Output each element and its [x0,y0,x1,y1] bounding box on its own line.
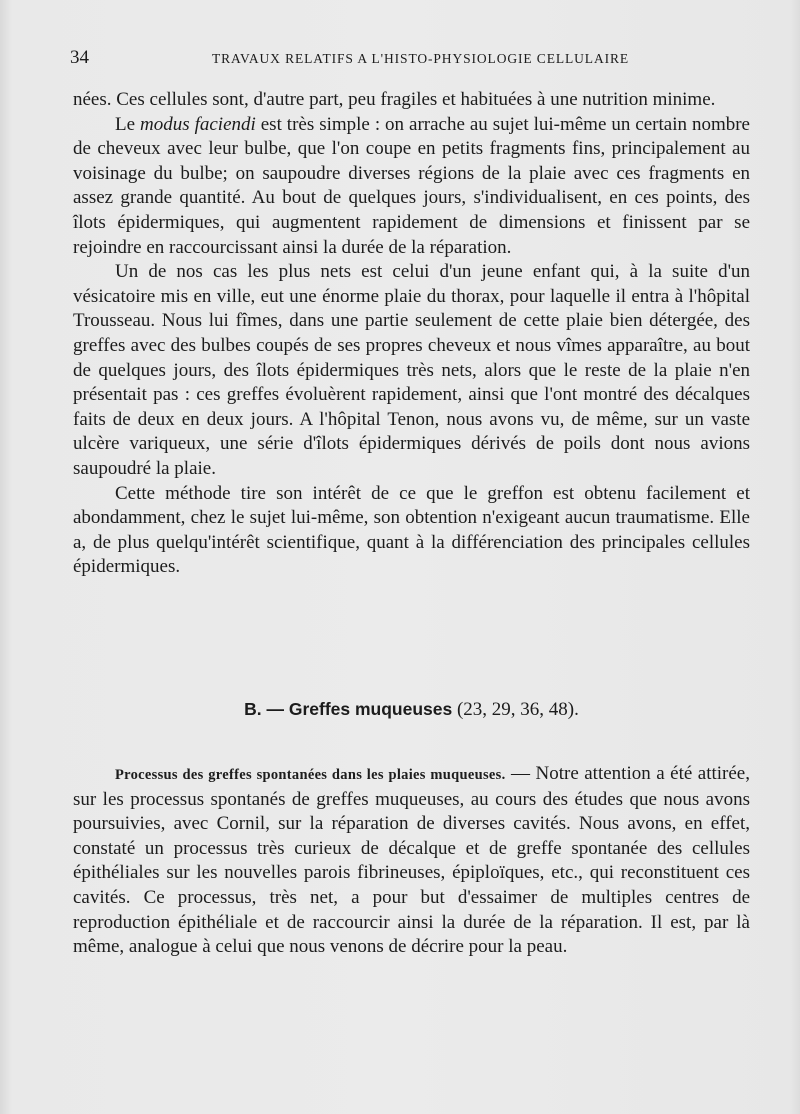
paragraph-body: — Notre attention a été attirée, sur les processus spontanés de greffes muqueuses, au cours des études que nous avons poursuivies, avec Cornil, sur la réparation de diverses cavités. Nous avons, en effet, constaté un processus très curieux de décalque et de greffe spontanée des cellules épithéliales sur les nouvelles parois fibrineuses, épiploïques, etc., qui reconstituent ces cavités. Ce processus, très net, a pour but d'essaimer de multiples centres de reproduction épithéliale et de raccourcir ainsi la durée de la réparation. Il est, par là même, analogue à celui que nous venons de décrire pour la peau. [73,763,750,958]
paragraph-modus-faciendi [73,113,750,261]
section-heading [73,699,750,721]
paragraph-body: est très simple : on arrache au sujet lui-même un certain nombre de cheveux avec leur bulbe, que l'on coupe en petits fragments fins, principalement au voisinage du bulbe; on saupoudre diverses régions de la plaie avec ces fragments en assez grande quantité. Au bout de quelques jours, s'individualisent, en ces points, des îlots épidermiques, qui augmentent rapidement de dimensions et finissent par se rejoindre en raccourcissant ainsi la durée de la réparation. [73,113,750,258]
section-heading-label: B. — Greffes muqueuses [244,699,453,719]
paragraph-case-report: Un de nos cas les plus nets est celui d'un jeune enfant qui, à la suite d'un vésicatoire mis en ville, eut une énorme plaie du thorax, pour laquelle il entra à l'hôpital Trousseau. Nous lui fîmes, dans une partie seulement de cette plaie bien détergée, des greffes avec des bulbes coupés de ses propres cheveux et nous vîmes apparaître, au bout de quelques jours, des îlots épidermiques très nets, alors que le reste de la plaie n'en présentait pas : ces greffes évoluèrent rapidement, ainsi que l'ont montré des décalques faits de deux en deux jours. A l'hôpital Tenon, nous avons vu, de même, sur un vaste ulcère variqueux, une série d'îlots épidermiques dérivés de poils dont nous avions saupoudré la plaie. [73,261,750,479]
section-heading-refs: (23, 29, 36, 48). [452,699,579,720]
italic-term: modus faciendi [140,113,256,135]
body-text-lower [73,762,750,960]
paragraph-spontaneous-grafts [73,762,750,960]
running-title: TRAVAUX RELATIFS A L'HISTO-PHYSIOLOGIE CELLULAIRE [212,51,630,66]
run-in-heading: Processus des greffes spontanées dans les plaies muqueuses. [115,767,506,783]
paragraph-method-interest: Cette méthode tire son intérêt de ce que le greffon est obtenu facilement et abondamment, chez le sujet lui-même, son obtention n'exigeant aucun traumatisme. Elle a, de plus quelqu'intérêt scientifique, quant à la différenciation des principales cellules épidermiques. [73,482,750,578]
body-text-upper [73,88,750,580]
running-header [70,47,750,73]
page-number: 34 [70,47,89,68]
paragraph-lead: Le [115,113,140,135]
paragraph-continuation: nées. Ces cellules sont, d'autre part, peu fragiles et habituées à une nutrition minime. [73,89,716,110]
